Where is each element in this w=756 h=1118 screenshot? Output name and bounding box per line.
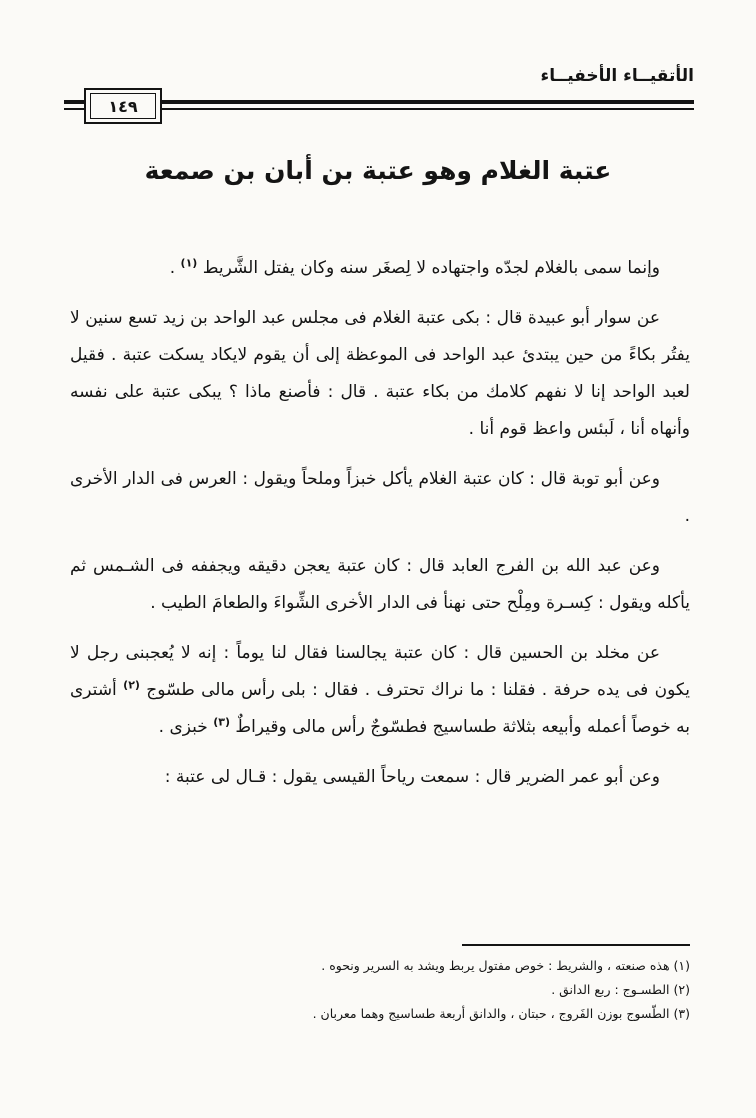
footnotes xyxy=(70,954,690,1026)
footnote-item: (٣) الطّسوج بوزن الفَروج ، حبتان ، والدانق أربعة طساسيج وهما معربان . xyxy=(312,1006,690,1021)
footnote-item: (٢) الطسـوج : ربع الدانق . xyxy=(551,982,690,997)
footnote-marker: (٢) xyxy=(123,678,140,692)
paragraph: وعن أبو توبة قال : كان عتبة الغلام يأكل خبزاً وملحاً ويقول : العرس فى الدار الأخرى . xyxy=(70,469,690,526)
footnote-marker: (١) xyxy=(180,256,198,270)
paragraph: عن مخلد بن الحسين قال : كان عتبة يجالسنا فقال لنا يوماً : إنه لا يُعجبنى رجل لا يكون فى يده حرفة . فقلنا : ما نراك تحترف . فقال : بلى رأس مالى طسّوج $^{(٢)}$ أشترى به خوصاً أعمله وأبيعه بثلاثة طساسيج فطسّوجٌ رأس مالى وقيراطٌ $^{(٣)}$ خبزى . xyxy=(70,643,690,737)
footnote-separator xyxy=(462,944,690,946)
page-number: ١٤٩ xyxy=(90,93,156,119)
body-text xyxy=(70,250,690,809)
footnote-marker: (٣) xyxy=(213,715,230,729)
paragraph: عن سوار أبو عبيدة قال : بكى عتبة الغلام فى مجلس عبد الواحد بن زيد تسع سنين لا يفتُر بكاءً من حين يبتدئ عبد الواحد فى الموعظة إلى أن يقوم لايكاد يسكت عتبة . فقيل لعبد الواحد إنا لا نفهم كلامك من بكاء عتبة . قال : فأصنع ماذا ؟ يبكى عتبة على نفسه وأنهاه أنا ، لَبئس واعظ قوم أنا . xyxy=(70,308,690,439)
footnote-item: (١) هذه صنعته ، والشريط : خوص مفتول يربط ويشد به السرير ونحوه . xyxy=(321,958,690,973)
running-head: الأتقيــاء الأخفيــاء xyxy=(540,66,694,86)
paragraph: وعن أبو عمر الضرير قال : سمعت رياحاً القيسى يقول : قـال لى عتبة : xyxy=(164,767,660,787)
page-number-box xyxy=(84,88,162,124)
paragraph: وعن عبد الله بن الفرج العابد قال : كان عتبة يعجن دقيقه ويجففه فى الشـمس ثم يأكله ويقول : كِسـرة ومِلْح حتى نهنأ فى الدار الأخرى الشِّواءَ والطعامَ الطيب . xyxy=(70,556,690,613)
chapter-title: عتبة الغلام وهو عتبة بن أبان بن صمعة xyxy=(144,156,612,185)
header-rule xyxy=(64,96,694,122)
paragraph: وإنما سمى بالغلام لجدّه واجتهاده لا لِصغَر سنه وكان يفتل الشَّريط $^{(١)}$ . xyxy=(169,256,660,278)
